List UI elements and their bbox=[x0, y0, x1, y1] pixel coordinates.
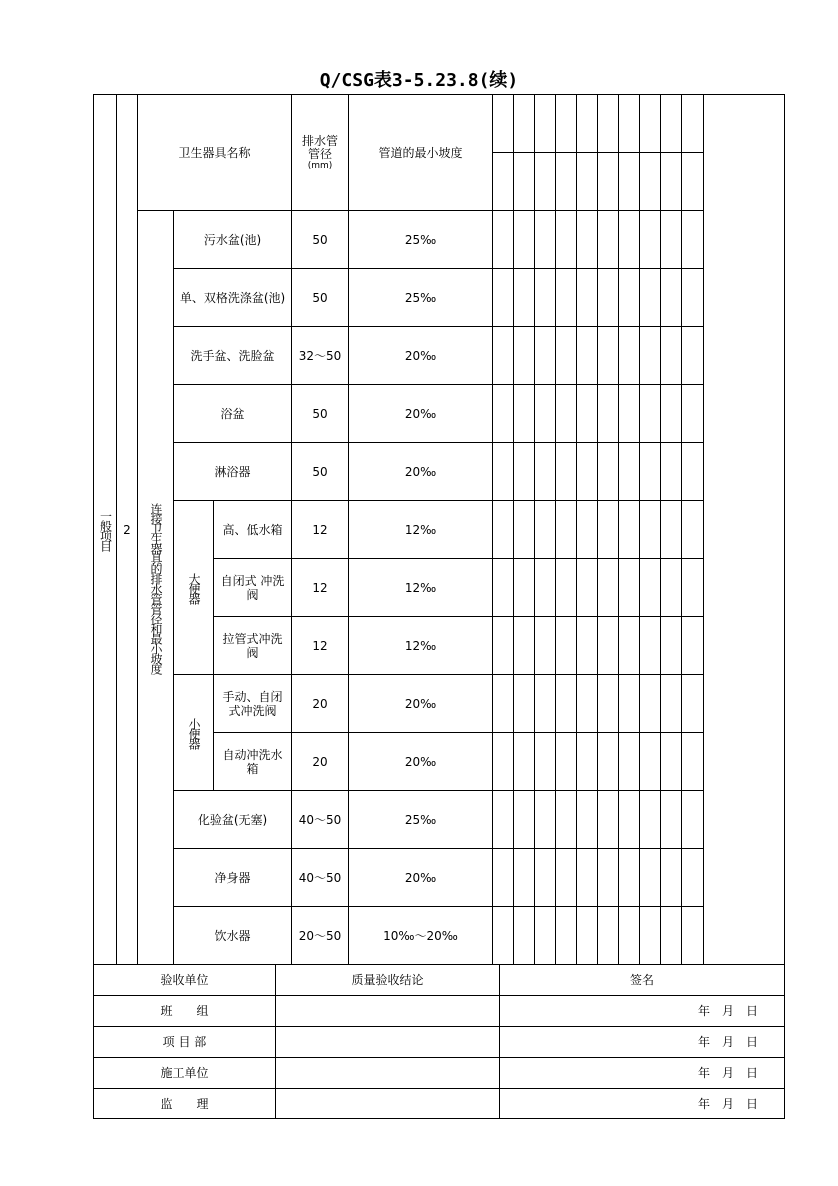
header-pipe-unit: (mm) bbox=[307, 160, 333, 171]
acceptance-unit-cell: 项 目 部 bbox=[162, 1035, 207, 1049]
min-slope-cell: 20‰ bbox=[404, 348, 437, 363]
header-min-slope: 管道的最小坡度 bbox=[378, 145, 463, 160]
min-slope-cell: 20‰ bbox=[404, 696, 437, 711]
fixture-name-cell: 手动、自闭式冲洗阀 bbox=[222, 689, 283, 718]
min-slope-cell: 12‰ bbox=[404, 522, 437, 537]
acceptance-signature-date[interactable]: 年 月 日 bbox=[697, 1004, 758, 1018]
acceptance-unit-cell: 施工单位 bbox=[160, 1066, 209, 1080]
header-pipe-diameter bbox=[292, 95, 348, 210]
fixture-name-cell: 单、双格洗涤盆(池) bbox=[179, 290, 286, 305]
acceptance-header-signature: 签名 bbox=[629, 973, 654, 987]
pipe-diameter-cell: 20 bbox=[312, 696, 328, 711]
fixture-name-cell: 污水盆(池) bbox=[203, 232, 262, 247]
pipe-diameter-cell: 50 bbox=[312, 464, 328, 479]
acceptance-conclusion-field[interactable] bbox=[276, 1089, 499, 1119]
fixture-name-cell: 化验盆(无塞) bbox=[197, 812, 268, 827]
check-column-divider bbox=[618, 94, 619, 965]
min-slope-cell: 25‰ bbox=[404, 232, 437, 247]
acceptance-conclusion-field[interactable] bbox=[276, 1027, 499, 1057]
category-label: 一般项目 bbox=[98, 509, 113, 550]
min-slope-cell: 20‰ bbox=[404, 406, 437, 421]
pipe-diameter-cell: 12 bbox=[312, 580, 328, 595]
pipe-diameter-cell: 20 bbox=[312, 754, 328, 769]
check-column-divider bbox=[576, 94, 577, 965]
min-slope-cell: 12‰ bbox=[404, 580, 437, 595]
acceptance-header-unit: 验收单位 bbox=[160, 973, 209, 987]
urinal-group-label: 小便器 bbox=[187, 717, 201, 748]
fixture-name-cell: 淋浴器 bbox=[214, 464, 251, 479]
pipe-diameter-cell: 12 bbox=[312, 522, 328, 537]
item-description: 连接卫生器具的排水管管径和最小坡度 bbox=[149, 502, 163, 673]
item-number: 2 bbox=[123, 523, 131, 537]
check-column-divider bbox=[681, 94, 682, 965]
check-column-divider bbox=[660, 94, 661, 965]
form-title: Q/CSG表3-5.23.8(续) bbox=[319, 70, 519, 91]
acceptance-unit-cell: 班 组 bbox=[160, 1004, 209, 1018]
pipe-diameter-cell: 12 bbox=[312, 638, 328, 653]
header-pipe-diameter-label: 排水管管径 bbox=[301, 133, 338, 161]
min-slope-cell: 12‰ bbox=[404, 638, 437, 653]
pipe-diameter-cell: 40～50 bbox=[298, 812, 342, 827]
min-slope-cell: 20‰ bbox=[404, 754, 437, 769]
check-column-divider bbox=[639, 94, 640, 965]
pipe-diameter-cell: 50 bbox=[312, 232, 328, 247]
fixture-name-cell: 自闭式 冲洗阀 bbox=[220, 573, 285, 602]
pipe-diameter-cell: 50 bbox=[312, 290, 328, 305]
min-slope-cell: 20‰ bbox=[404, 464, 437, 479]
fixture-name-cell: 高、低水箱 bbox=[222, 522, 283, 537]
min-slope-cell: 10‰～20‰ bbox=[383, 928, 458, 943]
min-slope-cell: 25‰ bbox=[404, 290, 437, 305]
acceptance-signature-date[interactable]: 年 月 日 bbox=[697, 1035, 758, 1049]
check-column-divider bbox=[513, 94, 514, 965]
acceptance-conclusion-field[interactable] bbox=[276, 1058, 499, 1088]
fixture-name-cell: 洗手盆、洗脸盆 bbox=[190, 348, 275, 363]
acceptance-conclusion-field[interactable] bbox=[276, 996, 499, 1026]
acceptance-signature-date[interactable]: 年 月 日 bbox=[697, 1097, 758, 1111]
acceptance-header-conclusion: 质量验收结论 bbox=[351, 973, 424, 987]
pipe-diameter-cell: 50 bbox=[312, 406, 328, 421]
fixture-name-cell: 浴盆 bbox=[220, 406, 245, 421]
fixture-name-cell: 拉管式冲洗阀 bbox=[222, 631, 283, 660]
acceptance-unit-cell: 监 理 bbox=[160, 1097, 209, 1111]
toilet-group-label: 大便器 bbox=[187, 572, 201, 603]
check-column-divider bbox=[555, 94, 556, 965]
check-column-divider bbox=[597, 94, 598, 965]
pipe-diameter-cell: 20～50 bbox=[298, 928, 342, 943]
fixture-name-cell: 净身器 bbox=[214, 870, 251, 885]
fixture-name-cell: 自动冲洗水箱 bbox=[222, 747, 283, 776]
pipe-diameter-cell: 32～50 bbox=[298, 348, 342, 363]
min-slope-cell: 20‰ bbox=[404, 870, 437, 885]
min-slope-cell: 25‰ bbox=[404, 812, 437, 827]
fixture-name-cell: 饮水器 bbox=[214, 928, 251, 943]
check-column-divider bbox=[534, 94, 535, 965]
pipe-diameter-cell: 40～50 bbox=[298, 870, 342, 885]
acceptance-signature-date[interactable]: 年 月 日 bbox=[697, 1066, 758, 1080]
header-fixture-name: 卫生器具名称 bbox=[178, 145, 251, 160]
